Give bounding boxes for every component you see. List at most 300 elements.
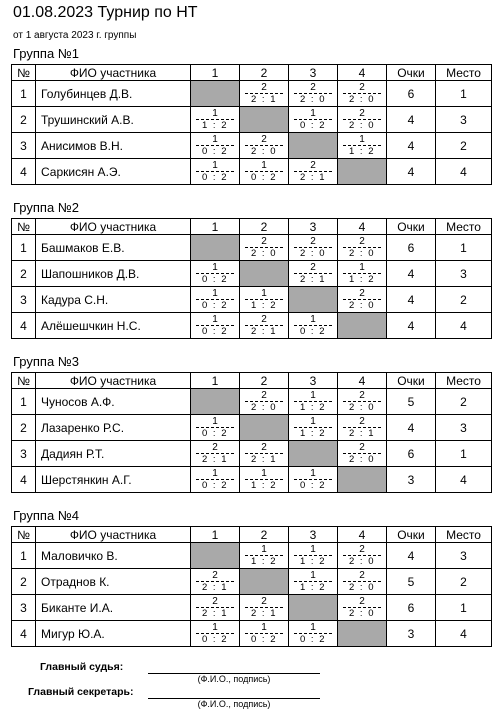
match-result [191, 595, 239, 620]
total-points: 6 [387, 595, 436, 621]
match-points: 1 [261, 622, 267, 633]
final-place: 4 [436, 621, 492, 647]
group-table [11, 64, 492, 185]
match-result-cell [240, 621, 289, 647]
column-header: № [12, 219, 36, 235]
table-row [12, 543, 492, 569]
match-result [240, 235, 288, 260]
match-result [240, 441, 288, 466]
participant-number: 4 [12, 467, 36, 493]
match-result [338, 441, 386, 466]
total-points: 4 [387, 415, 436, 441]
self-match-cell [289, 287, 338, 313]
final-place: 2 [436, 569, 492, 595]
match-result [338, 235, 386, 260]
match-result-cell [240, 543, 289, 569]
match-result-cell [338, 235, 387, 261]
match-points: 2 [261, 82, 267, 93]
match-score: 0 : 2 [300, 326, 326, 337]
match-score: 2 : 1 [202, 454, 228, 465]
match-points: 1 [310, 622, 316, 633]
match-points: 1 [359, 134, 365, 145]
match-points: 2 [359, 288, 365, 299]
column-header: Очки [387, 373, 436, 389]
match-points: 2 [212, 442, 218, 453]
match-score: 2 : 0 [349, 300, 375, 311]
match-result [240, 81, 288, 106]
match-score: 2 : 1 [202, 608, 228, 619]
match-result-cell [338, 415, 387, 441]
match-points: 1 [261, 160, 267, 171]
match-result [191, 621, 239, 646]
self-match-cell [240, 261, 289, 287]
match-score: 1 : 2 [300, 582, 326, 593]
match-points: 1 [310, 390, 316, 401]
match-result-cell [338, 81, 387, 107]
match-points: 2 [359, 544, 365, 555]
participant-name: Анисимов В.Н. [36, 133, 191, 159]
match-points: 2 [261, 390, 267, 401]
participant-number: 4 [12, 621, 36, 647]
match-result-cell [338, 107, 387, 133]
match-result [191, 467, 239, 492]
match-points: 1 [310, 570, 316, 581]
match-points: 2 [261, 596, 267, 607]
match-result [240, 595, 288, 620]
match-score: 2 : 1 [251, 454, 277, 465]
participant-name: Шерстянкин А.Г. [36, 467, 191, 493]
match-score: 1 : 2 [300, 428, 326, 439]
column-header: 3 [289, 219, 338, 235]
match-points: 2 [310, 160, 316, 171]
column-header: Место [436, 373, 492, 389]
match-score: 1 : 2 [300, 402, 326, 413]
match-result [240, 543, 288, 568]
participant-number: 1 [12, 543, 36, 569]
match-result [240, 133, 288, 158]
group-section [11, 508, 491, 647]
match-result-cell [191, 441, 240, 467]
table-row [12, 595, 492, 621]
final-place: 4 [436, 159, 492, 185]
match-result-cell [191, 621, 240, 647]
group-section [11, 354, 491, 493]
final-place: 3 [436, 261, 492, 287]
match-result-cell [240, 389, 289, 415]
match-points: 1 [310, 544, 316, 555]
match-score: 2 : 1 [300, 274, 326, 285]
match-score: 0 : 2 [202, 300, 228, 311]
match-score: 2 : 0 [349, 556, 375, 567]
final-place: 3 [436, 543, 492, 569]
match-result-cell [191, 287, 240, 313]
match-result [338, 81, 386, 106]
self-match-cell [289, 595, 338, 621]
match-points: 2 [359, 442, 365, 453]
match-points: 1 [212, 160, 218, 171]
column-header: Очки [387, 527, 436, 543]
match-score: 1 : 2 [251, 300, 277, 311]
match-points: 1 [310, 314, 316, 325]
match-points: 2 [359, 570, 365, 581]
match-score: 2 : 0 [349, 608, 375, 619]
group-title: Группа №2 [13, 200, 79, 215]
column-header: 4 [338, 527, 387, 543]
match-result-cell [240, 235, 289, 261]
total-points: 5 [387, 389, 436, 415]
table-row [12, 107, 492, 133]
match-result-cell [289, 107, 338, 133]
total-points: 6 [387, 235, 436, 261]
column-header: 3 [289, 373, 338, 389]
match-result [338, 595, 386, 620]
match-result-cell [338, 543, 387, 569]
participant-name: Дадиян Р.Т. [36, 441, 191, 467]
column-header: 1 [191, 373, 240, 389]
match-result-cell [289, 261, 338, 287]
participant-number: 4 [12, 313, 36, 339]
match-result [338, 287, 386, 312]
participant-name: Мигур Ю.А. [36, 621, 191, 647]
group-section [11, 200, 491, 339]
match-result-cell [289, 81, 338, 107]
column-header: 4 [338, 373, 387, 389]
match-points: 1 [310, 416, 316, 427]
match-points: 1 [310, 108, 316, 119]
match-score: 2 : 0 [349, 94, 375, 105]
participant-name: Отраднов К. [36, 569, 191, 595]
match-points: 1 [212, 416, 218, 427]
match-result [240, 313, 288, 338]
column-header: ФИО участника [36, 65, 191, 81]
match-result [240, 159, 288, 184]
match-score: 1 : 2 [202, 120, 228, 131]
match-points: 2 [359, 236, 365, 247]
match-score: 2 : 0 [251, 248, 277, 259]
final-place: 4 [436, 313, 492, 339]
match-result [191, 133, 239, 158]
match-points: 1 [212, 468, 218, 479]
final-place: 3 [436, 415, 492, 441]
total-points: 4 [387, 287, 436, 313]
self-match-cell [191, 235, 240, 261]
participant-number: 3 [12, 287, 36, 313]
participant-name: Чуносов А.Ф. [36, 389, 191, 415]
match-result-cell [240, 81, 289, 107]
chief-judge-label: Главный судья: [40, 661, 124, 673]
participant-number: 3 [12, 441, 36, 467]
final-place: 2 [436, 133, 492, 159]
column-header: Место [436, 219, 492, 235]
chief-secretary-signature-hint: (Ф.И.О., подпись) [197, 699, 271, 709]
table-header-row [12, 65, 492, 81]
total-points: 3 [387, 467, 436, 493]
match-result [338, 261, 386, 286]
match-result-cell [191, 107, 240, 133]
chief-judge-signature-hint: (Ф.И.О., подпись) [197, 674, 271, 684]
chief-secretary-label: Главный секретарь: [28, 686, 134, 698]
match-points: 2 [310, 262, 316, 273]
participant-name: Кадура С.Н. [36, 287, 191, 313]
final-place: 3 [436, 107, 492, 133]
final-place: 4 [436, 467, 492, 493]
column-header: 3 [289, 65, 338, 81]
total-points: 4 [387, 107, 436, 133]
match-score: 0 : 2 [300, 634, 326, 645]
match-result-cell [338, 133, 387, 159]
table-row [12, 441, 492, 467]
match-result [338, 543, 386, 568]
match-score: 1 : 2 [300, 556, 326, 567]
self-match-cell [338, 467, 387, 493]
table-row [12, 133, 492, 159]
match-score: 0 : 2 [202, 172, 228, 183]
match-result [338, 133, 386, 158]
match-result [191, 441, 239, 466]
table-header-row [12, 219, 492, 235]
self-match-cell [191, 81, 240, 107]
match-result [289, 569, 337, 594]
total-points: 4 [387, 543, 436, 569]
match-result [191, 107, 239, 132]
match-points: 2 [261, 314, 267, 325]
participant-name: Башмаков Е.В. [36, 235, 191, 261]
table-row [12, 621, 492, 647]
match-result [289, 621, 337, 646]
participant-number: 2 [12, 107, 36, 133]
participant-number: 3 [12, 595, 36, 621]
final-place: 1 [436, 441, 492, 467]
match-score: 1 : 2 [349, 274, 375, 285]
match-result [191, 287, 239, 312]
match-score: 2 : 1 [251, 94, 277, 105]
table-row [12, 467, 492, 493]
match-result [338, 389, 386, 414]
match-score: 1 : 2 [251, 480, 277, 491]
participant-name: Маловичко В. [36, 543, 191, 569]
match-score: 0 : 2 [202, 274, 228, 285]
self-match-cell [240, 107, 289, 133]
column-header: ФИО участника [36, 373, 191, 389]
match-score: 2 : 1 [202, 582, 228, 593]
participant-name: Шапошников Д.В. [36, 261, 191, 287]
match-points: 1 [359, 262, 365, 273]
match-points: 2 [212, 570, 218, 581]
match-result-cell [240, 441, 289, 467]
participant-number: 1 [12, 389, 36, 415]
match-result-cell [191, 313, 240, 339]
match-score: 2 : 0 [349, 120, 375, 131]
match-result-cell [240, 133, 289, 159]
match-result-cell [191, 569, 240, 595]
self-match-cell [240, 569, 289, 595]
table-row [12, 415, 492, 441]
match-result-cell [338, 389, 387, 415]
match-result-cell [289, 235, 338, 261]
self-match-cell [191, 543, 240, 569]
match-result [289, 159, 337, 184]
participant-number: 4 [12, 159, 36, 185]
match-result [191, 415, 239, 440]
match-result-cell [338, 595, 387, 621]
match-score: 0 : 2 [202, 146, 228, 157]
match-points: 2 [359, 596, 365, 607]
match-points: 2 [359, 108, 365, 119]
group-section [11, 46, 491, 185]
match-score: 2 : 1 [251, 326, 277, 337]
table-row [12, 81, 492, 107]
table-row [12, 389, 492, 415]
match-result-cell [240, 313, 289, 339]
match-score: 1 : 2 [349, 146, 375, 157]
match-result-cell [240, 595, 289, 621]
final-place: 2 [436, 287, 492, 313]
group-table [11, 218, 492, 339]
match-score: 2 : 0 [300, 248, 326, 259]
group-table [11, 372, 492, 493]
match-result [338, 415, 386, 440]
match-points: 2 [261, 442, 267, 453]
column-header: 2 [240, 65, 289, 81]
match-result-cell [191, 133, 240, 159]
participant-number: 2 [12, 261, 36, 287]
column-header: 4 [338, 219, 387, 235]
column-header: 4 [338, 65, 387, 81]
total-points: 3 [387, 621, 436, 647]
match-score: 2 : 0 [349, 248, 375, 259]
match-points: 2 [261, 134, 267, 145]
participant-number: 2 [12, 569, 36, 595]
match-result [191, 569, 239, 594]
match-points: 2 [359, 82, 365, 93]
match-result-cell [338, 441, 387, 467]
column-header: 1 [191, 219, 240, 235]
table-header-row [12, 527, 492, 543]
total-points: 4 [387, 159, 436, 185]
match-score: 0 : 2 [300, 480, 326, 491]
match-points: 1 [310, 468, 316, 479]
match-result [289, 415, 337, 440]
match-points: 1 [212, 622, 218, 633]
match-score: 2 : 1 [349, 428, 375, 439]
table-header-row [12, 373, 492, 389]
self-match-cell [191, 389, 240, 415]
table-row [12, 313, 492, 339]
column-header: 3 [289, 527, 338, 543]
match-score: 0 : 2 [202, 480, 228, 491]
participant-number: 1 [12, 235, 36, 261]
document-title: 01.08.2023 Турнир по НТ [13, 4, 198, 21]
match-score: 2 : 0 [349, 402, 375, 413]
total-points: 6 [387, 81, 436, 107]
participant-number: 2 [12, 415, 36, 441]
self-match-cell [338, 313, 387, 339]
match-result [289, 313, 337, 338]
match-result-cell [191, 159, 240, 185]
match-score: 2 : 0 [349, 454, 375, 465]
self-match-cell [289, 441, 338, 467]
column-header: № [12, 65, 36, 81]
match-points: 2 [310, 82, 316, 93]
match-result [191, 261, 239, 286]
match-score: 0 : 2 [202, 634, 228, 645]
match-result-cell [338, 287, 387, 313]
table-row [12, 569, 492, 595]
participant-number: 1 [12, 81, 36, 107]
match-result [289, 81, 337, 106]
match-result-cell [289, 389, 338, 415]
participant-name: Саркисян А.Э. [36, 159, 191, 185]
match-score: 2 : 1 [251, 608, 277, 619]
total-points: 4 [387, 261, 436, 287]
match-result [191, 313, 239, 338]
match-result [240, 621, 288, 646]
match-result [289, 467, 337, 492]
match-points: 2 [359, 390, 365, 401]
match-result-cell [289, 159, 338, 185]
match-result-cell [191, 261, 240, 287]
match-result [338, 107, 386, 132]
match-score: 0 : 2 [251, 634, 277, 645]
group-title: Группа №1 [13, 46, 79, 61]
match-score: 0 : 2 [300, 120, 326, 131]
match-result-cell [191, 595, 240, 621]
match-points: 1 [261, 544, 267, 555]
match-result-cell [338, 261, 387, 287]
match-result-cell [338, 569, 387, 595]
match-points: 2 [310, 236, 316, 247]
match-points: 1 [261, 468, 267, 479]
column-header: ФИО участника [36, 219, 191, 235]
participant-name: Биканте И.А. [36, 595, 191, 621]
match-points: 2 [359, 416, 365, 427]
match-result-cell [240, 287, 289, 313]
column-header: 1 [191, 527, 240, 543]
match-score: 1 : 2 [251, 556, 277, 567]
group-table [11, 526, 492, 647]
match-result-cell [289, 415, 338, 441]
match-result [289, 107, 337, 132]
match-result-cell [289, 313, 338, 339]
final-place: 1 [436, 235, 492, 261]
final-place: 2 [436, 389, 492, 415]
column-header: ФИО участника [36, 527, 191, 543]
match-points: 1 [212, 108, 218, 119]
match-result [289, 543, 337, 568]
table-row [12, 261, 492, 287]
final-place: 1 [436, 595, 492, 621]
total-points: 4 [387, 133, 436, 159]
table-row [12, 235, 492, 261]
match-result-cell [289, 569, 338, 595]
match-points: 2 [261, 236, 267, 247]
match-result [240, 389, 288, 414]
match-result-cell [191, 467, 240, 493]
match-score: 0 : 2 [251, 172, 277, 183]
match-result-cell [289, 543, 338, 569]
match-result-cell [289, 621, 338, 647]
match-result-cell [191, 415, 240, 441]
match-score: 0 : 2 [202, 326, 228, 337]
match-result [289, 261, 337, 286]
column-header: Место [436, 527, 492, 543]
column-header: Очки [387, 65, 436, 81]
match-points: 1 [212, 314, 218, 325]
document-subtitle: от 1 августа 2023 г. группы [13, 30, 137, 41]
group-title: Группа №3 [13, 354, 79, 369]
match-points: 1 [212, 262, 218, 273]
column-header: № [12, 527, 36, 543]
